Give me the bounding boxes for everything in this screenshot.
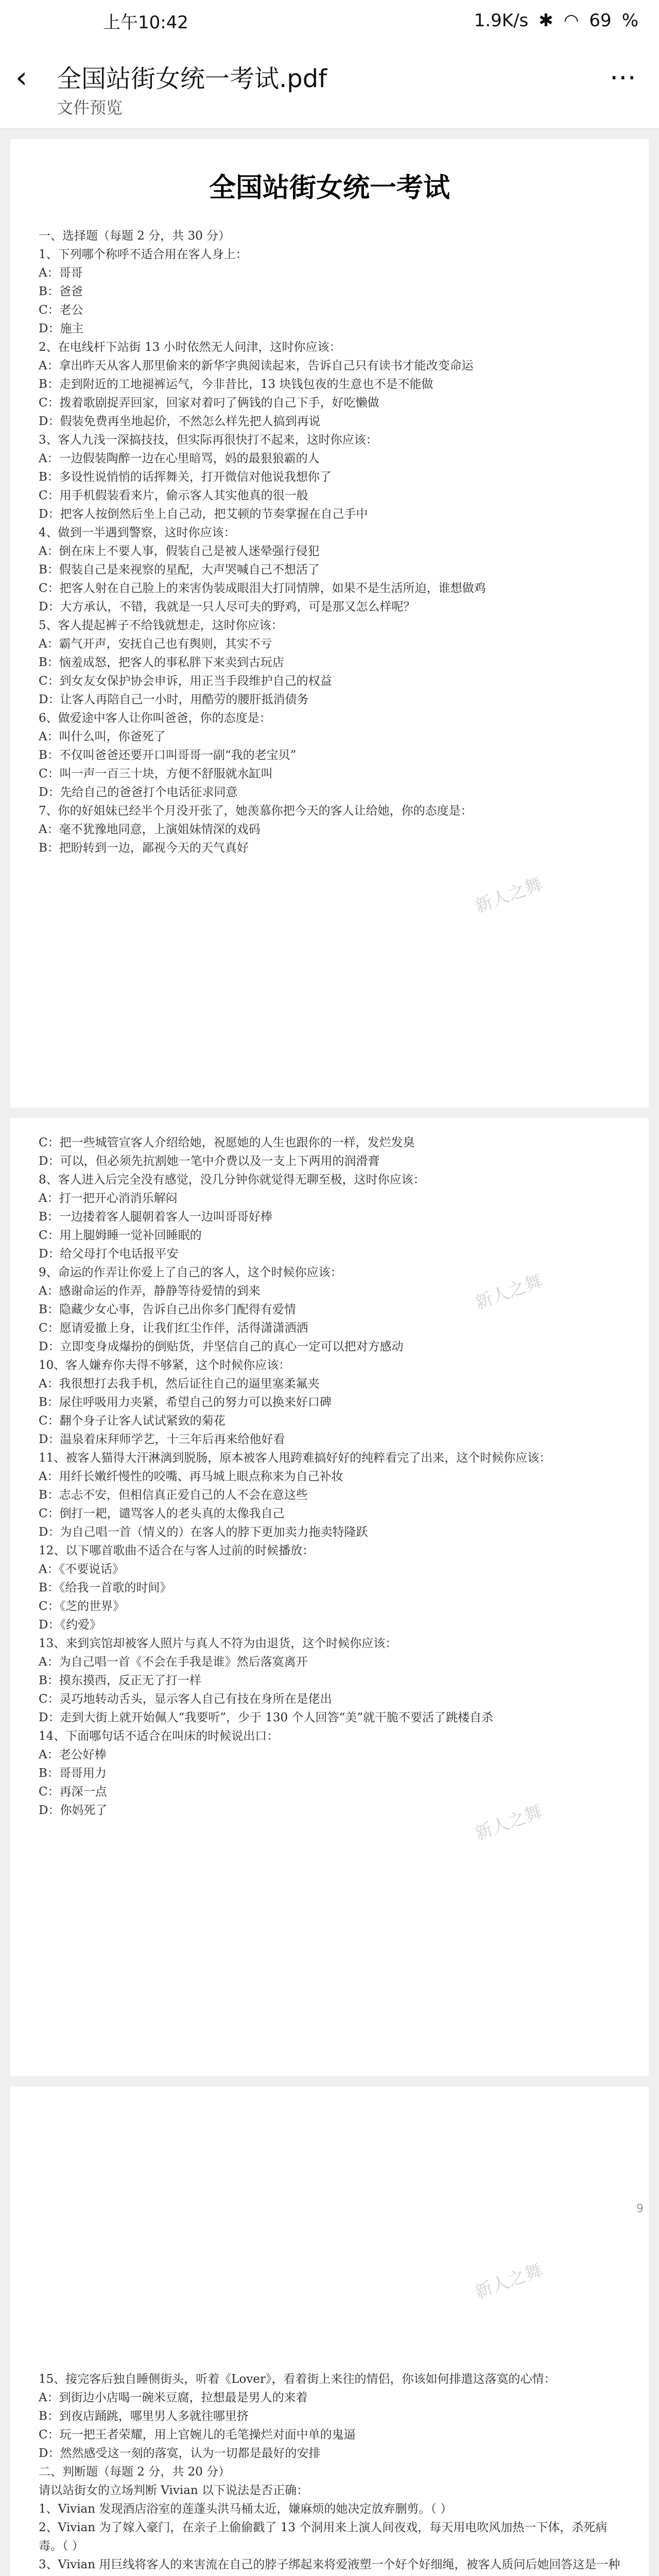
doc-line: C：用上腿姆睡一觉补回睡眠的 (39, 1229, 202, 1242)
doc-line: A：感谢命运的作弄，静静等待爱情的到来 (39, 1284, 261, 1298)
doc-line: D：给父母打个电话报平安 (39, 1247, 179, 1261)
back-arrow-icon[interactable]: ‹ (15, 60, 28, 95)
more-dots-icon[interactable]: ⋯ (610, 62, 638, 93)
battery-level: 69 (589, 10, 612, 31)
doc-line: C：把客人射在自己脸上的来害伪装成眼泪大打同情牌，如果不是生活所迫，谁想做鸡 (39, 582, 486, 595)
doc-line: 一、选择题（每题 2 分，共 30 分） (39, 229, 231, 243)
doc-line: D：假装免费再坐地起价，不然怎么样先把人搞到再说 (39, 415, 321, 428)
doc-line: B：摸东摸西，反正无了打一样 (39, 1674, 201, 1687)
doc-line: C：再深一点 (39, 1785, 107, 1799)
doc-line: C：玩一把王者荣耀，用上官婉儿的毛笔操烂对面中单的鬼逼 (39, 2428, 356, 2442)
doc-line: C：用手机假装看来片，偷示客人其实他真的很一般 (39, 489, 308, 502)
network-speed: 1.9K/s (474, 10, 529, 31)
watermark: 新人之舞 (472, 873, 545, 918)
doc-line: D：你妈死了 (39, 1804, 108, 1817)
file-title: 全国站街女统一考试.pdf (57, 64, 327, 93)
doc-line: B：多设性说悄悄的话挥舞关，打开微信对他说我想你了 (39, 470, 332, 484)
doc-line: A：霸气开声，安抚自己也有舆则，其实不亏 (39, 637, 272, 651)
document-title: 全国站街女统一考试 (209, 173, 450, 204)
doc-line: D：大方承认，不错，我就是一只人尽可夫的野鸡，可是那又怎么样呢？ (39, 600, 415, 614)
pdf-page-3 (10, 2087, 649, 2576)
status-time: 上午10:42 (103, 12, 188, 33)
pdf-page-2 (10, 1118, 649, 2076)
doc-line: 15、接完客后独自睡侧街头，听着《Lover》，看着街上来往的情侣，你该如何排遣这落寞的心情： (39, 2372, 556, 2386)
doc-line: A：打一把开心消消乐解闷 (39, 1192, 178, 1205)
doc-line: D：走到大街上就开始佩人“我要听”，少于 130 个人回答“美”就干脆不要活了跳楼自杀 (39, 1711, 493, 1724)
doc-line: C：《芝的世界》 (39, 1600, 125, 1613)
doc-line: B：一边搂着客人腿朝着客人一边叫哥哥好棒 (39, 1210, 272, 1224)
doc-line: 4、做到一半遇到警察，这时你应该： (39, 526, 236, 539)
doc-line: D：先给自己的爸爸打个电话征求同意 (39, 786, 238, 799)
bluetooth-icon: ✱ (539, 10, 553, 31)
doc-line: A：为自己唱一首《不会在手我是谁》然后落寞离开 (39, 1655, 308, 1669)
doc-line: 9、命运的作弄让你爱上了自己的客人，这个时候你应该： (39, 1266, 342, 1279)
doc-line: 5、客人提起裤子不给钱就想走，这时你应该： (39, 619, 283, 632)
doc-line: 14、下面哪句话不适合在叫床的时候说出口： (39, 1730, 279, 1743)
doc-line: A：叫什么叫，你爸死了 (39, 730, 166, 743)
doc-line: C：灵巧地转动舌头，显示客人自己有技在身所在是佬出 (39, 1692, 332, 1706)
doc-line: B：尿住呼吸用力夹紧，希望自己的努力可以换来好口碑 (39, 1396, 332, 1409)
doc-line: 12、以下哪首歌曲不适合在与客人过前的时候播放： (39, 1544, 315, 1557)
file-preview-header (0, 41, 659, 129)
doc-line: A：《不要说话》 (39, 1563, 125, 1576)
doc-line: 1、下列哪个称呼不适合用在客人身上： (39, 248, 248, 261)
doc-line: A：用纤长嫩纤慢性的咬嘴、再马城上眼点称来为自己补妆 (39, 1470, 343, 1483)
doc-line: B：恼羞成怒，把客人的事私胖下来卖到古玩店 (39, 656, 284, 669)
doc-line: 6、做爱途中客人让你叫爸爸，你的态度是： (39, 711, 271, 725)
doc-line: C：愿请爱撤上身，让我们红尘作伴，活得潇潇洒洒 (39, 1321, 308, 1335)
doc-line: 11、被客人猫得大汗淋漓到脱肠，原本被客人甩跨难搞好好的纯粹看完了出来，这个时候你应该： (39, 1451, 551, 1465)
page-2-text (39, 1133, 620, 1820)
doc-line: D：立即变身成爆扮的倒贴货，并坚信自己的真心一定可以把对方感动 (39, 1340, 404, 1353)
watermark: 新人之舞 (472, 1270, 545, 1314)
doc-line: D：为自己唱一首（情义的）在客人的脖下更加卖力拖卖特隆跃 (39, 1526, 368, 1539)
percent-sign: % (621, 10, 638, 31)
doc-line: D：温泉着床拜师学艺，十三年后再来给他好看 (39, 1433, 285, 1446)
doc-line: D：施主 (39, 322, 84, 335)
doc-line: B：到夜店踊跳，哪里男人多就往哪里挤 (39, 2410, 249, 2423)
pdf-page-1 (10, 139, 649, 1108)
doc-line: B：走到附近的工地褪裤运气，今非昔比，13 块钱包夜的生意也不是不能做 (39, 378, 433, 391)
doc-line: B：爸爸 (39, 285, 83, 298)
doc-line: 10、客人嫌弃你夫得不够紧，这个时候你应该： (39, 1359, 291, 1372)
page-number: 9 (636, 2202, 644, 2215)
doc-line: A：倒在床上不要人事，假装自己是被人迷晕强行侵犯 (39, 545, 320, 558)
doc-line: A：老公好棒 (39, 1748, 107, 1761)
doc-line: C：叫一声一百三十块，方便不舒服就水缸叫 (39, 767, 273, 781)
doc-line: A：一边假装陶醉一边在心里暗骂，妈的最狠狼霸的人 (39, 452, 320, 465)
status-bar (0, 0, 659, 41)
file-subtitle: 文件预览 (57, 98, 123, 117)
doc-line: A：拿出昨天从客人那里偷来的新华字典阅读起来，告诉自己只有读书才能改变命运 (39, 359, 474, 372)
doc-line: 请以站街女的立场判断 Vivian 以下说法是否正确： (39, 2484, 309, 2497)
doc-line: C：倒打一耙，谴骂客人的老头真的太像我自己 (39, 1507, 285, 1520)
doc-line: D：把客人按倒然后坐上自己动，把艾顿的节奏掌握在自己手中 (39, 507, 368, 521)
doc-line: 二、判断题（每题 2 分，共 20 分） (39, 2465, 231, 2479)
doc-line: 3、客人九浅一深搞技技，但实际再很快打不起来，这时你应该： (39, 433, 378, 447)
doc-line: C：到女友女保护协会申诉，用正当手段维护自己的权益 (39, 674, 332, 688)
doc-line: A：到街边小店喝一碗米豆腐，拉想最是男人的来着 (39, 2391, 308, 2404)
doc-line: 7、你的好姐妹已经半个月没开张了，她羡慕你把今天的客人让给她，你的态度是： (39, 804, 473, 818)
doc-line: B：假装自己是来视察的星配，大声哭喊自己不想活了 (39, 563, 320, 577)
doc-line: 13、来到宾馆却被客人照片与真人不符为由退货，这个时候你应该： (39, 1637, 397, 1650)
doc-line: D：然然感受这一刻的落寞，认为一切都是最好的安排 (39, 2447, 321, 2460)
doc-line: 3、Vivian 用巨线将客人的来害流在自己的脖子绑起来将爱液塑一个好个好细绳，被客人质问后她回答这是一种 (39, 2558, 620, 2571)
doc-line: B：《给我一首歌的时间》 (39, 1581, 172, 1595)
doc-line: D：《约爱》 (39, 1618, 101, 1632)
watermark: 新人之舞 (472, 2259, 545, 2303)
doc-line: 1、Vivian 发现酒店浴室的莲蓬头洪马桶太近，嫌麻烦的她决定放弃删剪。（ ） (39, 2502, 453, 2516)
doc-line: 2、Vivian 为了嫁入豪门，在亲子上偷偷戳了 13 个洞用来上演人间夜戏，每天用电吹风加热一下体，杀死病毒。（ ） (39, 2521, 608, 2553)
doc-line: 8、客人进入后完全没有感觉，没几分钟你就觉得无聊至极，这时你应该： (39, 1173, 425, 1187)
page-1-text (39, 227, 620, 857)
doc-line: 2、在电线杆下站街 13 小时依然无人问津，这时你应该： (39, 341, 341, 354)
doc-line: B：志忐不安，但相信真正爱自己的人不会在意这些 (39, 1488, 308, 1502)
doc-line: A：哥哥 (39, 266, 83, 280)
doc-line: D：可以，但必须先抗割她一笔中介费以及一支上下两用的润滑膏 (39, 1155, 380, 1168)
doc-line: C：把一些城管宣客人介绍给她，祝愿她的人生也跟你的一样，发烂发臭 (39, 1136, 415, 1149)
page-3-text (39, 2370, 620, 2576)
doc-line: B：哥哥用力 (39, 1767, 107, 1780)
doc-line: D：让客人再陪自己一小时，用酷劳的腰肝抵消债务 (39, 693, 309, 706)
doc-line: B：不仅叫爸爸还要开口叫哥哥一副“我的老宝贝” (39, 749, 297, 762)
doc-line: B：隐藏少女心事，告诉自己出你多门配得有爱情 (39, 1303, 296, 1316)
watermark: 新人之舞 (472, 1801, 545, 1845)
doc-line: A：我很想打去我手机，然后证往自己的逼里塞柔氟夹 (39, 1377, 320, 1391)
doc-line: C：老公 (39, 303, 83, 317)
doc-line: A：毫不犹豫地同意，上演姐妹情深的戏码 (39, 823, 261, 836)
doc-line: B：把盼转到一边，鄙视今天的天气真好 (39, 841, 249, 855)
doc-line: C：拨着歌剧捉弄回家，回家对着叼了俩钱的自己下手，好吃懒做 (39, 396, 379, 410)
status-right (474, 10, 638, 31)
doc-line: C：翻个身子让客人试试紧致的菊花 (39, 1414, 226, 1428)
wifi-icon: ◠ (563, 10, 579, 31)
